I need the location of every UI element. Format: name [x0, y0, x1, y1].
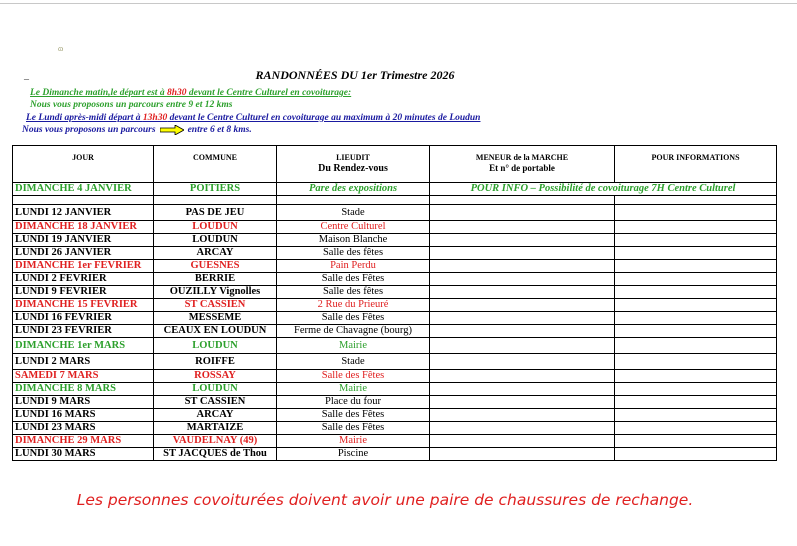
table-header-row: [13, 146, 777, 183]
intro-sunday-departure: [30, 88, 351, 98]
intro-monday-text-end: devant le Centre Culturel en covoiturage au maximum à 20 minutes de Loudun: [167, 113, 481, 123]
cell-lieu: Salle des Fêtes: [277, 312, 430, 325]
cell-commune: BERRIE: [154, 273, 277, 286]
special-info: POUR INFO – Possibilité de covoiturage 7H Centre Culturel: [430, 183, 777, 196]
cell-jour: LUNDI 9 FEVRIER: [13, 286, 154, 299]
cell-info: [615, 370, 777, 383]
cell-jour: LUNDI 9 MARS: [13, 396, 154, 409]
intro-monday-time: 13h30: [142, 113, 168, 123]
intro-sunday-text-end: devant le Centre Culturel en covoiturage:: [186, 88, 352, 98]
cell-info: [615, 448, 777, 461]
header-meneur-sub: Et n° de portable: [489, 163, 555, 173]
cell-meneur: [430, 205, 615, 221]
cell-info: [615, 247, 777, 260]
intro-monday-departure: [26, 113, 480, 123]
intro-sunday-time: 8h30: [166, 88, 187, 98]
cell-jour: DIMANCHE 1er MARS: [13, 338, 154, 354]
cell-lieu: Salle des fêtes: [277, 286, 430, 299]
table-row: [13, 422, 777, 435]
cell-meneur: [430, 247, 615, 260]
cell-info: [615, 299, 777, 312]
footer-notice: Les personnes covoiturées doivent avoir une paire de chaussures de rechange.: [76, 491, 694, 509]
cell-lieu: Place du four: [277, 396, 430, 409]
cell-jour: DIMANCHE 18 JANVIER: [13, 221, 154, 234]
cell-commune: LOUDUN: [154, 234, 277, 247]
cell-jour: LUNDI 23 MARS: [13, 422, 154, 435]
cell-commune: ST CASSIEN: [154, 299, 277, 312]
table-row: [13, 286, 777, 299]
table-row: [13, 435, 777, 448]
header-lieudit: [277, 146, 430, 183]
cell-info: [615, 286, 777, 299]
cell-meneur: [430, 354, 615, 370]
cell-commune: OUZILLY Vignolles: [154, 286, 277, 299]
special-jour: DIMANCHE 4 JANVIER: [13, 183, 154, 196]
special-outing-row: [13, 183, 777, 196]
cell-commune: CEAUX EN LOUDUN: [154, 325, 277, 338]
cell-lieu: Mairie: [277, 435, 430, 448]
page-top-border: [0, 3, 797, 4]
table-row: [13, 234, 777, 247]
cell-info: [615, 260, 777, 273]
cell-lieu: Stade: [277, 205, 430, 221]
cell-meneur: [430, 435, 615, 448]
intro-sunday-text: Le Dimanche matin,le départ est à: [30, 88, 167, 98]
cell-lieu: Pain Perdu: [277, 260, 430, 273]
cell-info: [615, 312, 777, 325]
header-info: POUR INFORMATIONS: [615, 146, 777, 183]
cell-meneur: [430, 370, 615, 383]
table-row: [13, 370, 777, 383]
cell-lieu: Ferme de Chavagne (bourg): [277, 325, 430, 338]
cell-commune: LOUDUN: [154, 383, 277, 396]
cell-jour: LUNDI 26 JANVIER: [13, 247, 154, 260]
cell-lieu: Mairie: [277, 338, 430, 354]
cell-jour: LUNDI 16 FEVRIER: [13, 312, 154, 325]
special-commune: POITIERS: [154, 183, 277, 196]
cell-commune: LOUDUN: [154, 338, 277, 354]
cell-meneur: [430, 299, 615, 312]
cell-jour: SAMEDI 7 MARS: [13, 370, 154, 383]
cell-jour: LUNDI 2 MARS: [13, 354, 154, 370]
cell-info: [615, 234, 777, 247]
cell-commune: PAS DE JEU: [154, 205, 277, 221]
intro-monday-distance-range: entre 6 et 8 kms.: [187, 125, 252, 136]
cell-lieu: Centre Culturel: [277, 221, 430, 234]
intro-monday-text: Le Lundi après-midi départ à: [26, 113, 143, 123]
cell-commune: ARCAY: [154, 247, 277, 260]
cell-jour: LUNDI 2 FEVRIER: [13, 273, 154, 286]
cell-jour: DIMANCHE 8 MARS: [13, 383, 154, 396]
cell-commune: ARCAY: [154, 409, 277, 422]
cell-commune: ROIFFE: [154, 354, 277, 370]
table-row: [13, 396, 777, 409]
cell-lieu: Mairie: [277, 383, 430, 396]
special-lieu: Pare des expositions: [277, 183, 430, 196]
cell-lieu: Salle des Fêtes: [277, 422, 430, 435]
cell-jour: LUNDI 12 JANVIER: [13, 205, 154, 221]
header-jour: JOUR: [13, 146, 154, 183]
header-lieudit-label: LIEUDIT: [336, 153, 370, 162]
decorative-speck: ɷ: [58, 44, 64, 53]
table-row: [13, 312, 777, 325]
document-title: RANDONNÉES DU 1er Trimestre 2026: [255, 68, 455, 82]
cell-commune: LOUDUN: [154, 221, 277, 234]
cell-meneur: [430, 409, 615, 422]
cell-meneur: [430, 338, 615, 354]
cell-lieu: Stade: [277, 354, 430, 370]
header-lieudit-sub: Du Rendez-vous: [318, 163, 388, 174]
cell-jour: LUNDI 23 FEVRIER: [13, 325, 154, 338]
right-arrow-icon: [160, 125, 184, 135]
cell-meneur: [430, 448, 615, 461]
cell-info: [615, 383, 777, 396]
table-row: [13, 325, 777, 338]
cell-meneur: [430, 396, 615, 409]
intro-sunday-distance: Nous vous proposons un parcours entre 9 et 12 kms: [30, 100, 233, 110]
cell-jour: LUNDI 30 MARS: [13, 448, 154, 461]
cell-lieu: Maison Blanche: [277, 234, 430, 247]
cell-meneur: [430, 286, 615, 299]
cell-commune: GUESNES: [154, 260, 277, 273]
cell-lieu: 2 Rue du Prieuré: [277, 299, 430, 312]
cell-info: [615, 325, 777, 338]
cell-meneur: [430, 383, 615, 396]
header-meneur: [430, 146, 615, 183]
cell-info: [615, 435, 777, 448]
intro-monday-distance: [22, 125, 252, 135]
cell-commune: VAUDELNAY (49): [154, 435, 277, 448]
cell-jour: LUNDI 19 JANVIER: [13, 234, 154, 247]
cell-meneur: [430, 422, 615, 435]
table-row: [13, 299, 777, 312]
cell-meneur: [430, 273, 615, 286]
cell-lieu: Piscine: [277, 448, 430, 461]
cell-info: [615, 273, 777, 286]
table-spacer-row: [13, 196, 777, 205]
cell-commune: ROSSAY: [154, 370, 277, 383]
decorative-dash: _: [24, 70, 29, 81]
table-row: [13, 260, 777, 273]
table-row: [13, 383, 777, 396]
cell-info: [615, 205, 777, 221]
cell-jour: DIMANCHE 15 FEVRIER: [13, 299, 154, 312]
cell-meneur: [430, 221, 615, 234]
cell-jour: DIMANCHE 29 MARS: [13, 435, 154, 448]
cell-meneur: [430, 312, 615, 325]
table-row: [13, 273, 777, 286]
cell-info: [615, 409, 777, 422]
cell-jour: LUNDI 16 MARS: [13, 409, 154, 422]
cell-info: [615, 396, 777, 409]
table-row: [13, 448, 777, 461]
table-row: [13, 409, 777, 422]
table-row: [13, 221, 777, 234]
cell-lieu: Salle des fêtes: [277, 247, 430, 260]
cell-info: [615, 422, 777, 435]
intro-monday-distance-text: Nous vous proposons un parcours: [22, 125, 156, 136]
header-meneur-label: MENEUR de la MARCHE: [475, 153, 569, 162]
cell-commune: ST JACQUES de Thou: [154, 448, 277, 461]
table-row: [13, 205, 777, 221]
cell-lieu: Salle des Fêtes: [277, 370, 430, 383]
cell-info: [615, 354, 777, 370]
cell-meneur: [430, 234, 615, 247]
table-row: [13, 354, 777, 370]
cell-lieu: Salle des Fêtes: [277, 273, 430, 286]
cell-commune: ST CASSIEN: [154, 396, 277, 409]
cell-lieu: Salle des Fêtes: [277, 409, 430, 422]
cell-info: [615, 221, 777, 234]
cell-meneur: [430, 325, 615, 338]
table-row: [13, 338, 777, 354]
schedule-table: [12, 145, 777, 461]
cell-info: [615, 338, 777, 354]
cell-commune: MARTAIZE: [154, 422, 277, 435]
table-row: [13, 247, 777, 260]
header-commune: COMMUNE: [154, 146, 277, 183]
cell-jour: DIMANCHE 1er FEVRIER: [13, 260, 154, 273]
cell-meneur: [430, 260, 615, 273]
cell-commune: MESSEME: [154, 312, 277, 325]
